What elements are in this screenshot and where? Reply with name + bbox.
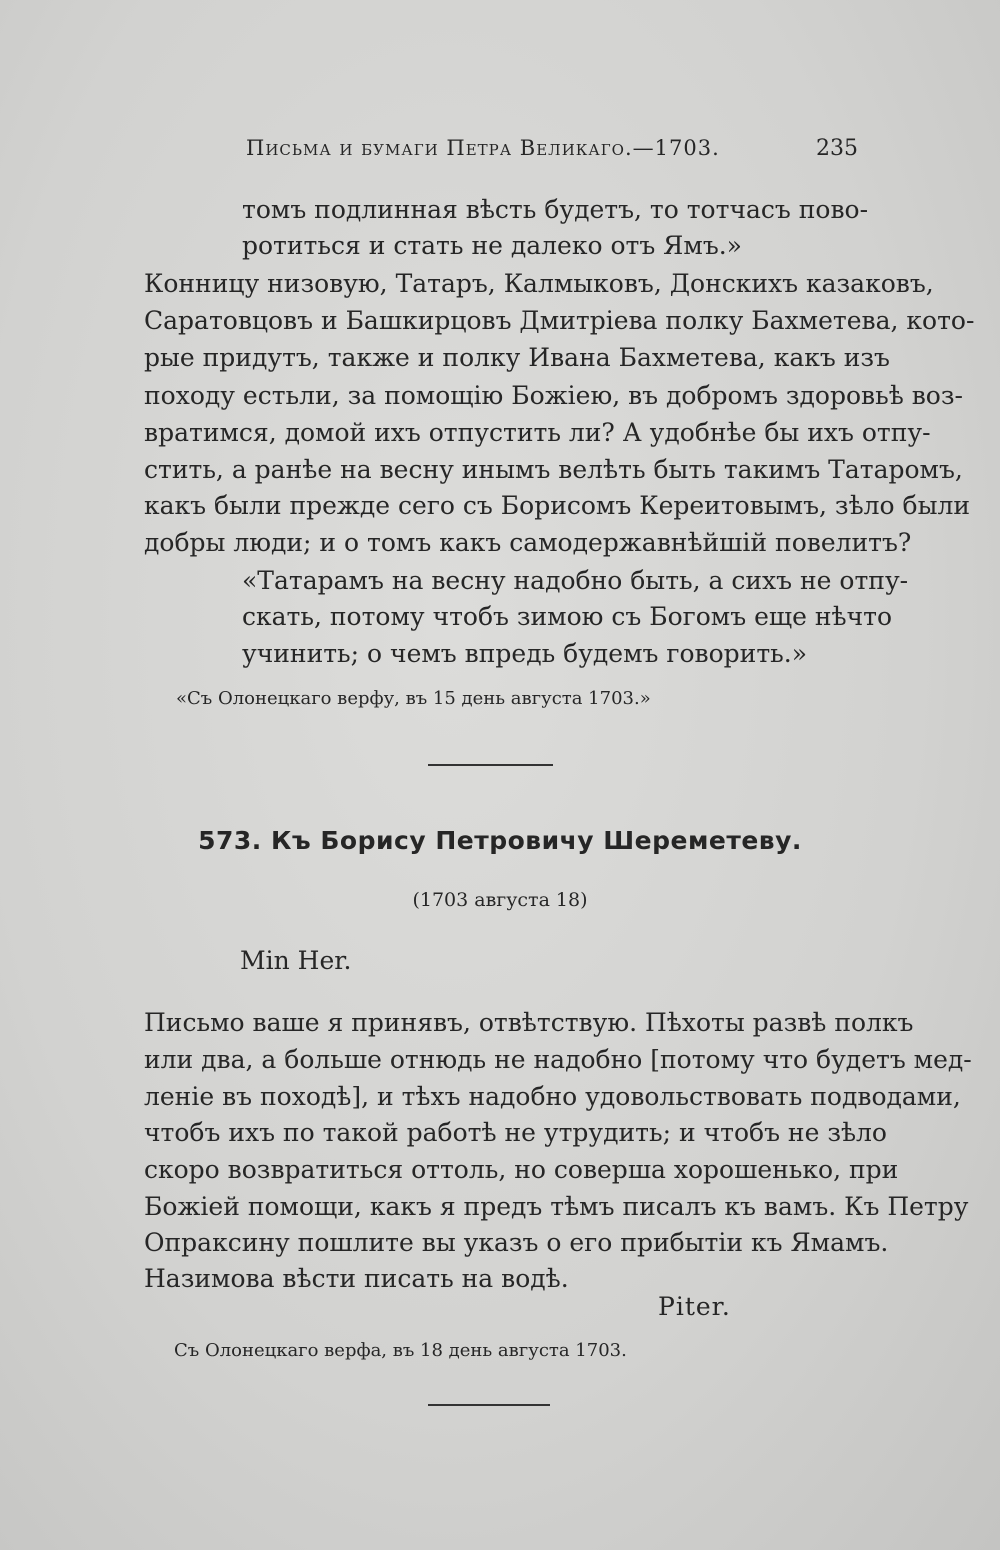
body-line: добры люди; и о томъ какъ самодержавнѣйшій повелитъ? xyxy=(144,528,912,557)
page-number: 235 xyxy=(816,136,858,161)
body-line: походу естьли, за помощію Божіею, въ добромъ здоровьѣ воз- xyxy=(144,381,963,410)
section-divider xyxy=(428,764,553,766)
letter-line: скоро возвратиться оттоль, но соверша хорошенько, при xyxy=(144,1155,899,1184)
reply-line: учинить; о чемъ впредь будемъ говорить.» xyxy=(242,639,808,668)
body-line: вратимся, домой ихъ отпустить ли? А удобнѣе бы ихъ отпу- xyxy=(144,418,931,447)
letter-line: Опраксину пошлите вы указъ о его прибытіи къ Ямамъ. xyxy=(144,1228,889,1257)
letter-line: Божіей помощи, какъ я предъ тѣмъ писалъ къ вамъ. Къ Петру xyxy=(144,1192,969,1221)
body-line: стить, а ранѣе на весну инымъ велѣть быть такимъ Татаромъ, xyxy=(144,455,963,484)
salutation: Min Her. xyxy=(240,946,352,975)
letter-closing: Съ Олонецкаго верфа, въ 18 день августа 1703. xyxy=(174,1340,627,1361)
running-header xyxy=(246,136,858,166)
signature: Piter. xyxy=(658,1292,731,1321)
letter-line: Письмо ваше я принявъ, отвѣтствую. Пѣхоты развѣ полкъ xyxy=(144,1008,914,1037)
reply-line: скать, потому чтобъ зимою съ Богомъ еще нѣчто xyxy=(242,602,893,631)
previous-letter-closing: «Съ Олонецкаго верфу, въ 15 день августа 1703.» xyxy=(176,688,651,709)
body-line: Конницу низовую, Татаръ, Калмыковъ, Донскихъ казаковъ, xyxy=(144,269,934,298)
quote-line: ротиться и стать не далеко отъ Ямъ.» xyxy=(242,231,742,260)
letter-date: (1703 августа 18) xyxy=(412,889,588,911)
quote-line: томъ подлинная вѣсть будетъ, то тотчасъ пово- xyxy=(242,195,869,224)
letter-line: или два, а больше отнюдь не надобно [потому что будетъ мед- xyxy=(144,1045,972,1074)
reply-line: «Татарамъ на весну надобно быть, а сихъ не отпу- xyxy=(242,566,909,595)
letter-line: леніе въ походѣ], и тѣхъ надобно удовольствовать подводами, xyxy=(144,1082,961,1111)
body-line: Саратовцовъ и Башкирцовъ Дмитріева полку Бахметева, кото- xyxy=(144,306,975,335)
body-line: какъ были прежде сего съ Борисомъ Кереитовымъ, зѣло были xyxy=(144,491,971,520)
letter-title: 573. Къ Борису Петровичу Шереметеву. xyxy=(198,826,802,855)
running-title: Письма и бумаги Петра Великаго.—1703. xyxy=(246,136,720,160)
letter-line: чтобъ ихъ по такой работѣ не утрудить; и чтобъ не зѣло xyxy=(144,1118,887,1147)
letter-line: Назимова вѣсти писать на водѣ. xyxy=(144,1264,569,1293)
body-line: рые придутъ, также и полку Ивана Бахметева, какъ изъ xyxy=(144,343,890,372)
section-divider xyxy=(428,1404,550,1406)
